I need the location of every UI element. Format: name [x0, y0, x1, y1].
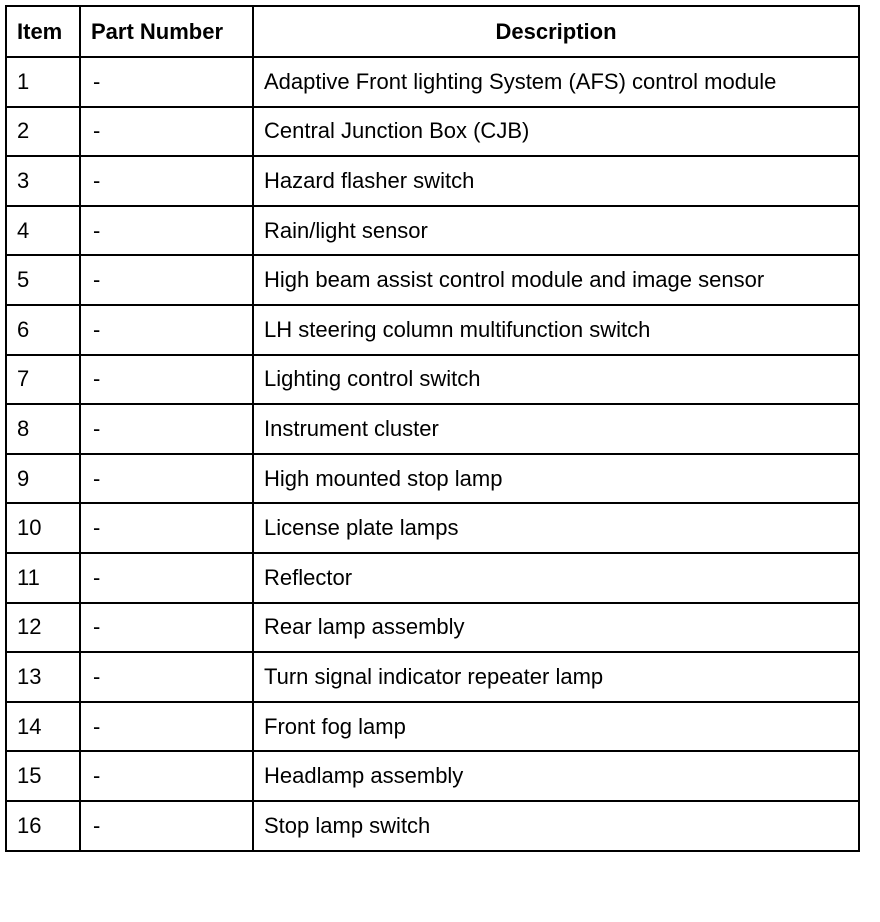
part-number-cell: -: [80, 652, 253, 702]
item-cell: 5: [6, 255, 80, 305]
part-number-cell: -: [80, 355, 253, 405]
item-cell: 16: [6, 801, 80, 851]
table-row: [6, 801, 859, 851]
item-cell: 15: [6, 751, 80, 801]
table-row: [6, 255, 859, 305]
description-cell: High beam assist control module and image sensor: [253, 255, 859, 305]
description-cell: Rear lamp assembly: [253, 603, 859, 653]
part-number-cell: -: [80, 206, 253, 256]
item-cell: 1: [6, 57, 80, 107]
description-cell: Turn signal indicator repeater lamp: [253, 652, 859, 702]
header-part-number: Part Number: [80, 6, 253, 57]
table-row: [6, 751, 859, 801]
table-body: [6, 57, 859, 851]
description-cell: Instrument cluster: [253, 404, 859, 454]
description-cell: Adaptive Front lighting System (AFS) control module: [253, 57, 859, 107]
description-cell: Central Junction Box (CJB): [253, 107, 859, 157]
table-row: [6, 206, 859, 256]
table-row: [6, 107, 859, 157]
header-description: Description: [253, 6, 859, 57]
part-number-cell: -: [80, 454, 253, 504]
description-cell: Rain/light sensor: [253, 206, 859, 256]
part-number-cell: -: [80, 702, 253, 752]
table-row: [6, 553, 859, 603]
item-cell: 9: [6, 454, 80, 504]
part-number-cell: -: [80, 503, 253, 553]
part-number-cell: -: [80, 305, 253, 355]
table-row: [6, 652, 859, 702]
item-cell: 2: [6, 107, 80, 157]
part-number-cell: -: [80, 801, 253, 851]
item-cell: 12: [6, 603, 80, 653]
table-row: [6, 355, 859, 405]
description-cell: Reflector: [253, 553, 859, 603]
table-row: [6, 603, 859, 653]
part-number-cell: -: [80, 404, 253, 454]
table-row: [6, 702, 859, 752]
parts-table: [5, 5, 860, 852]
item-cell: 7: [6, 355, 80, 405]
description-cell: Stop lamp switch: [253, 801, 859, 851]
table-row: [6, 156, 859, 206]
item-cell: 8: [6, 404, 80, 454]
description-cell: Headlamp assembly: [253, 751, 859, 801]
description-cell: Front fog lamp: [253, 702, 859, 752]
table-row: [6, 454, 859, 504]
description-cell: LH steering column multifunction switch: [253, 305, 859, 355]
table-header: [6, 6, 859, 57]
description-cell: High mounted stop lamp: [253, 454, 859, 504]
item-cell: 14: [6, 702, 80, 752]
header-item: Item: [6, 6, 80, 57]
item-cell: 6: [6, 305, 80, 355]
table-row: [6, 305, 859, 355]
header-row: [6, 6, 859, 57]
part-number-cell: -: [80, 107, 253, 157]
description-cell: License plate lamps: [253, 503, 859, 553]
item-cell: 4: [6, 206, 80, 256]
description-cell: Hazard flasher switch: [253, 156, 859, 206]
part-number-cell: -: [80, 603, 253, 653]
part-number-cell: -: [80, 751, 253, 801]
part-number-cell: -: [80, 255, 253, 305]
description-cell: Lighting control switch: [253, 355, 859, 405]
part-number-cell: -: [80, 156, 253, 206]
table-row: [6, 404, 859, 454]
part-number-cell: -: [80, 57, 253, 107]
item-cell: 3: [6, 156, 80, 206]
item-cell: 10: [6, 503, 80, 553]
item-cell: 13: [6, 652, 80, 702]
table-row: [6, 503, 859, 553]
item-cell: 11: [6, 553, 80, 603]
table-row: [6, 57, 859, 107]
part-number-cell: -: [80, 553, 253, 603]
